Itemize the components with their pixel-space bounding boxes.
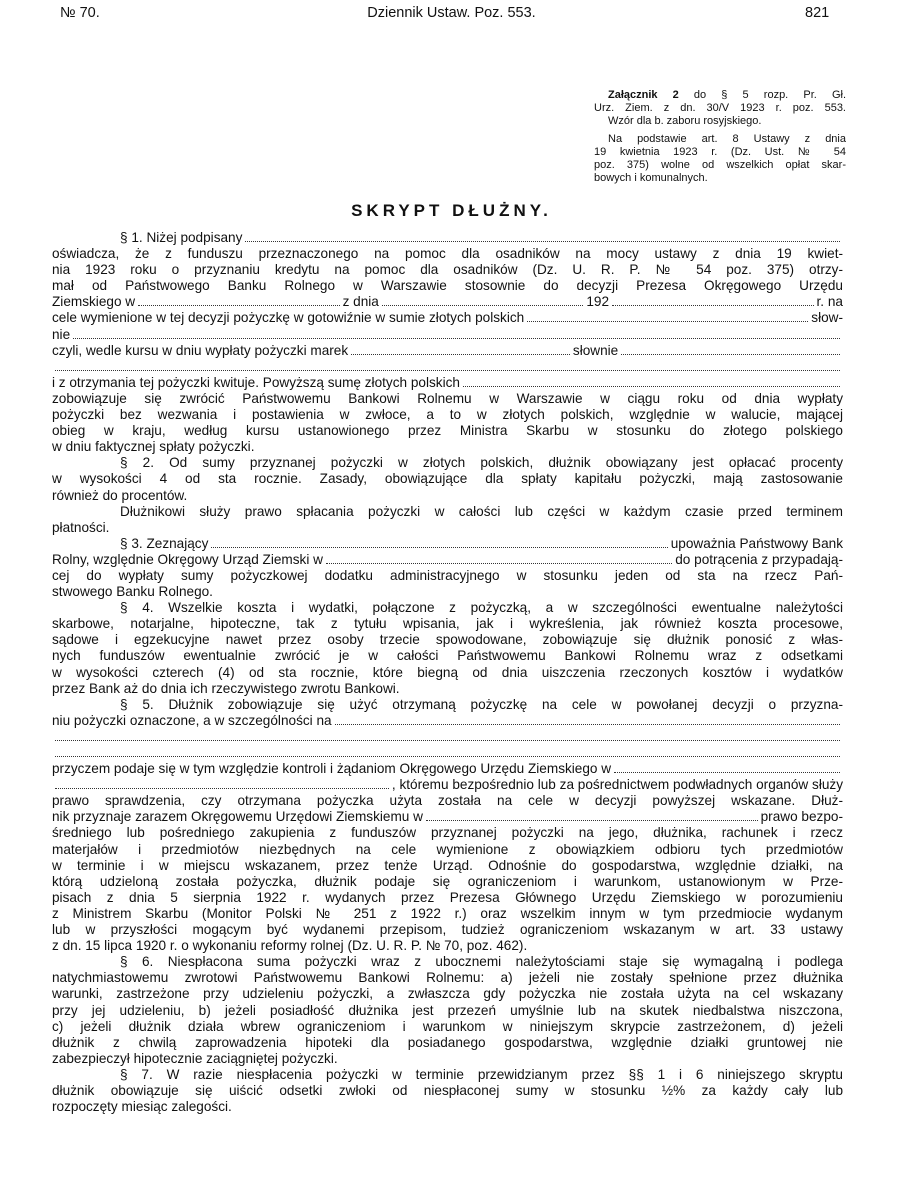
line-text: 192 — [586, 294, 610, 310]
line-text: r. na — [816, 294, 843, 310]
text-line — [52, 278, 843, 294]
annex-line: Na podstawie art. 8 Ustawy z dnia — [608, 133, 846, 145]
line-text: Rolny, względnie Okręgowy Urząd Ziemski w — [52, 551, 323, 567]
text-line — [52, 407, 843, 423]
text-line — [52, 793, 843, 809]
annex-line: Urz. Ziem. z dn. 30/V 1923 r. poz. 553. — [594, 102, 846, 114]
text-line — [52, 1003, 843, 1019]
text-line — [52, 890, 843, 906]
text-line — [52, 632, 843, 648]
line-text: prawo sprawdzenia, czy otrzymana pożyczka użyta została na cele w decyzji powyższej wskazane. Dłuż- — [52, 793, 843, 809]
text-line — [52, 375, 843, 391]
blank-fill-field[interactable] — [245, 230, 840, 242]
text-line — [52, 552, 843, 568]
text-line — [52, 391, 843, 407]
text-line — [52, 520, 843, 536]
text-line — [52, 359, 843, 375]
blank-fill-field[interactable] — [138, 294, 339, 306]
text-line — [52, 809, 843, 825]
text-line — [52, 600, 843, 616]
text-line — [52, 906, 843, 922]
line-text: c) jeżeli dłużnik działa wbrew ograniczeniom i warunkom w niniejszym skrypcie zastrzeżonem, d) jeżeli — [52, 1018, 843, 1034]
line-text: § 5. Dłużnik zobowiązuje się użyć otrzymaną pożyczkę na cele w powołanej decyzji o przyzna- — [120, 696, 843, 712]
blank-fill-field[interactable] — [55, 359, 840, 371]
line-text: pisach z dnia 5 sierpnia 1922 r. wydanych przez Prezesa Głównego Urzędu Ziemskiego w porozumieniu — [52, 889, 843, 905]
text-line — [52, 439, 843, 455]
text-line — [52, 455, 843, 471]
line-text: nik przyznaje zarazem Okręgowemu Urzędowi Ziemskiemu w — [52, 809, 423, 825]
blank-fill-field[interactable] — [612, 294, 813, 306]
line-text: § 2. Od sumy przyznanej pożyczki w złotych polskich, dłużnik obowiązany jest opłacać procenty — [120, 455, 843, 471]
line-text: zabezpieczył hipotecznie zaciągniętej pożyczki. — [52, 1050, 338, 1066]
line-text: dłużnik obowiązuje się uiścić odsetki zwłoki od niespłaconej sumy w stosunku ½% za każdy cały lub — [52, 1082, 843, 1098]
line-text: prawo bezpo- — [760, 809, 843, 825]
blank-fill-field[interactable] — [426, 809, 758, 821]
line-text: skarbowe, notarjalne, hipoteczne, tak z tytułu wpisania, jak i wykreślenia, jak również koszta procesowe, — [52, 616, 843, 632]
text-line — [52, 825, 843, 841]
annex-line: Wzór dla b. zaboru rosyjskiego. — [608, 115, 762, 127]
line-text: § 6. Niespłacona suma pożyczki wraz z ubocznemi należytościami staje się wymagalną i podlega — [120, 954, 843, 970]
line-text: obieg w kraju, według kursu ustanowionego przez Ministra Skarbu w stosunku do złotego polskiego — [52, 423, 843, 439]
line-text: słow- — [811, 310, 843, 326]
text-line — [52, 568, 843, 584]
line-text: warunki, zastrzeżone przy udzieleniu pożyczki, a zwłaszcza gdy pożyczka nie została użyta na cel wskazany — [52, 986, 843, 1002]
annex-note — [594, 89, 846, 185]
line-text: płatności. — [52, 519, 110, 535]
text-line — [52, 488, 843, 504]
blank-fill-field[interactable] — [463, 375, 840, 387]
text-line — [52, 922, 843, 938]
text-line — [52, 681, 843, 697]
line-text: upoważnia Państwowy Bank — [670, 535, 843, 551]
document-title: SKRYPT DŁUŻNY. — [351, 201, 552, 220]
line-text: sądowe i egzekucyjne nawet przez osoby trzecie spowodowane, zobowiązuje się dłużnik ponosić z włas- — [52, 632, 843, 648]
line-text: którą udzieloną została pożyczka, dłużnik podaje się ograniczeniom i warunkom, ustanowionym w Prze- — [52, 873, 843, 889]
line-text: nia 1923 roku o przyznaniu kredytu na pomoc dla osadników (Dz. U. R. P. № 54 poz. 375) otrzy- — [52, 262, 843, 278]
line-text: rozpoczęty miesiąc zalegości. — [52, 1099, 232, 1115]
line-text: dłużnik z chwilą zaprowadzenia hipoteki dla posiadanego gospodarstwa, względnie działki gruntowej nie — [52, 1034, 843, 1050]
text-line — [52, 713, 843, 729]
text-line — [52, 986, 843, 1002]
text-line — [52, 1035, 843, 1051]
line-text: Dłużnikowi służy prawo spłacania pożyczki w całości lub części w każdym czasie przed terminem — [120, 503, 843, 519]
annex-line: 19 kwietnia 1923 r. (Dz. Ust. № 54 — [594, 146, 846, 158]
annex-line — [594, 89, 846, 102]
line-text: zobowiązuje się zwrócić Państwowemu Bankowi Rolnemu w Warszawie w ciągu roku od dnia wypłaty — [52, 390, 843, 406]
blank-fill-field[interactable] — [326, 552, 672, 564]
text-line — [52, 761, 843, 777]
line-text: § 1. Niżej podpisany — [120, 230, 243, 245]
line-text: , któremu bezpośrednio lub za pośrednictwem podwładnych organów służy — [391, 777, 843, 793]
line-text: średniego lub pośredniego zakupienia z funduszów przyznanej pożyczki na jego, dłużnika, rachunek i rzecz — [52, 825, 843, 841]
text-line — [52, 858, 843, 874]
line-text: niu pożyczki oznaczone, a w szczególności na — [52, 712, 332, 728]
text-line — [52, 874, 843, 890]
line-text: przy jej udzieleniu, b) jeżeli posiadłość dłużnika jest przezeń umyślnie lub na skutek niedbalstwa niszczona, — [52, 1002, 843, 1018]
text-line — [52, 584, 843, 600]
line-text: natychmiastowemu zwrotowi Państwowemu Bankowi Rolnemu: a) jeżeli nie zostały spełnione przez dłużnika — [52, 970, 843, 986]
text-line — [52, 745, 843, 761]
text-line — [52, 842, 843, 858]
line-text: czyli, wedle kursu w dniu wypłaty pożyczki marek — [52, 342, 349, 358]
text-line — [52, 1099, 843, 1115]
line-text: w wysokości 4 od sta rocznie. Zasady, obowiązujące dla spłaty kapitału pożyczki, mają zastosowanie — [52, 471, 843, 487]
document-body — [52, 230, 843, 1115]
line-text: oświadcza, że z funduszu przeznaczonego na pomoc dla osadników na mocy ustawy z dnia 19 kwiet- — [52, 246, 843, 262]
text-line — [52, 343, 843, 359]
line-text: stwowego Banku Rolnego. — [52, 584, 213, 600]
line-text: w dniu faktycznej spłaty pożyczki. — [52, 439, 255, 455]
text-line — [52, 327, 843, 343]
line-text: w terminie i w miejscu wskazanem, przez tenże Urząd. Odnośnie do gospodarstwa, względnie działki, na — [52, 857, 843, 873]
blank-fill-field[interactable] — [351, 343, 570, 355]
blank-fill-field[interactable] — [55, 745, 840, 757]
text-line — [52, 471, 843, 487]
line-text: § 7. W razie niespłacenia pożyczki w terminie przewidzianym przez §§ 1 i 6 niniejszego skryptu — [120, 1066, 843, 1082]
line-text: słownie — [572, 342, 619, 358]
text-line — [52, 954, 843, 970]
blank-fill-field[interactable] — [621, 343, 840, 355]
annex-label: Załącznik 2 — [608, 89, 679, 101]
line-text: z dnia — [342, 294, 379, 310]
line-text: nych funduszów ewentualnie zwrócić je w całości Państwowemu Bankowi Rolnemu wraz z odsetkami — [52, 648, 843, 664]
text-line — [52, 648, 843, 664]
text-line — [52, 665, 843, 681]
text-line — [52, 423, 843, 439]
text-line — [52, 1067, 843, 1083]
line-text: § 4. Wszelkie koszta i wydatki, połączone z pożyczką, a w szczególności ewentualne należytości — [120, 600, 843, 616]
text-line — [52, 777, 843, 793]
blank-fill-field[interactable] — [211, 536, 667, 548]
text-line — [52, 246, 843, 262]
issue-number: № 70. — [60, 5, 100, 21]
text-line — [52, 536, 843, 552]
line-text: w wysokości czterech (4) od sta rocznie, które biegną od dnia uiszczenia rzeczonych kosztów i wydatków — [52, 664, 843, 680]
line-text: z Ministrem Skarbu (Monitor Polski № 251 z 1922 r.) oraz wszelkim innym w tym przedmiocie wydanym — [52, 905, 843, 921]
text-line — [52, 1051, 843, 1067]
annex-line: bowych i komunalnych. — [594, 172, 708, 184]
line-text: również do procentów. — [52, 487, 188, 503]
text-line — [52, 697, 843, 713]
blank-fill-field[interactable] — [335, 713, 840, 725]
text-line — [52, 729, 843, 745]
text-line — [52, 230, 843, 246]
text-line — [52, 294, 843, 310]
line-text: nie — [52, 326, 71, 342]
text-line — [52, 262, 843, 278]
blank-fill-field[interactable] — [382, 294, 583, 306]
line-text: materjałów i przedmiotów niezbędnych na cele wymienione z obowiązkiem odbioru tych przedmiotów — [52, 841, 843, 857]
line-text: lub w przyszłości mogącym być wydanemi przepisom, tudzież ograniczeniom wskazanym w art. 33 ustawy — [52, 922, 843, 938]
annex-text: do § 5 rozp. Pr. Gł. — [693, 89, 846, 101]
line-text: przez Bank aż do dnia ich rzeczywistego zwrotu Bankowi. — [52, 680, 400, 696]
blank-fill-field[interactable] — [55, 777, 389, 789]
blank-fill-field[interactable] — [614, 761, 840, 773]
line-text: § 3. Zeznający — [120, 535, 209, 551]
line-text: cej do wypłaty sumy pożyczkowej dodatku administracyjnego w stosunku jeden od sta na rzecz Pań- — [52, 567, 843, 583]
text-line — [52, 504, 843, 520]
line-text: do potrącenia z przypadają- — [675, 551, 843, 567]
annex-line: poz. 375) wolne od wszelkich opłat skar- — [594, 159, 846, 171]
text-line — [52, 616, 843, 632]
page-number: 821 — [805, 5, 830, 21]
blank-fill-field[interactable] — [55, 729, 840, 741]
line-text: przyczem podaje się w tym względzie kontroli i żądaniom Okręgowego Urzędu Ziemskiego w — [52, 761, 612, 777]
text-line — [52, 1083, 843, 1099]
line-text: pożyczki bez wezwania i postawienia w zwłoce, a to w złotych polskich, względnie w walucie, mającej — [52, 407, 843, 423]
line-text: cele wymienione w tej decyzji pożyczkę w gotowiźnie w sumie złotych polskich — [52, 310, 525, 326]
text-line — [52, 1019, 843, 1035]
journal-title: Dziennik Ustaw. Poz. 553. — [367, 5, 536, 21]
blank-fill-field[interactable] — [527, 310, 808, 322]
line-text: Ziemskiego w — [52, 294, 136, 310]
blank-fill-field[interactable] — [73, 327, 840, 339]
line-text: z dn. 15 lipca 1920 r. o wykonaniu reformy rolnej (Dz. U. R. P. № 70, poz. 462). — [52, 938, 528, 954]
text-line — [52, 938, 843, 954]
text-line — [52, 310, 843, 326]
text-line — [52, 970, 843, 986]
line-text: i z otrzymania tej pożyczki kwituje. Powyższą sumę złotych polskich — [52, 374, 460, 390]
line-text: mał od Państwowego Banku Rolnego w Warszawie stosownie do decyzji Prezesa Okręgowego Urzędu — [52, 278, 843, 294]
